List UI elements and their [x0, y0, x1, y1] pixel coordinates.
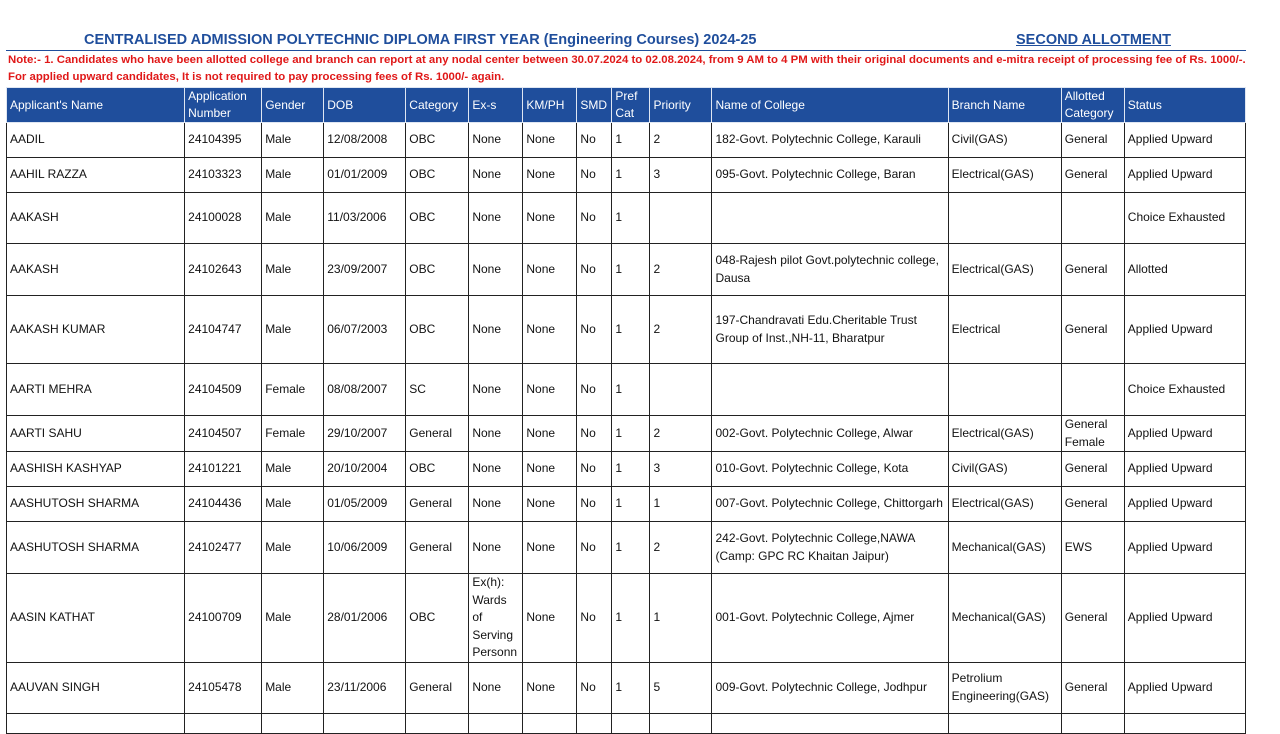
cell-status: Allotted — [1124, 244, 1245, 296]
table-row — [7, 522, 1246, 574]
cell-km-ph: None — [523, 193, 577, 244]
cell-status: Applied Upward — [1124, 296, 1245, 364]
cell-application-number: 24104436 — [185, 487, 262, 522]
cell-priority: 5 — [650, 662, 712, 713]
cell-branch: Petrolium Engineering(GAS) — [948, 662, 1061, 713]
cell-status: Applied Upward — [1124, 487, 1245, 522]
cell-allotted-category — [1061, 713, 1124, 733]
cell-allotted-category: General — [1061, 487, 1124, 522]
cell-gender: Male — [262, 123, 324, 158]
table-row — [7, 158, 1246, 193]
cell-smd: No — [577, 416, 612, 452]
cell-smd: No — [577, 123, 612, 158]
cell-pref-cat — [612, 713, 650, 733]
allotment-label: SECOND ALLOTMENT — [1016, 32, 1171, 48]
cell-branch: Electrical(GAS) — [948, 487, 1061, 522]
notice-text: Note:- 1. Candidates who have been allotted college and branch can report at any nodal center between 30.07.2024 to 02.08.2024, from 9 AM to 4 PM with their original documents and e-mitra receipt of processing fee of Rs. 1000/-. For applied upward candidates, It is not required to pay processing fees of Rs. 1000/- again. — [8, 54, 1246, 83]
cell-name: AAKASH — [7, 244, 185, 296]
cell-dob: 28/01/2006 — [324, 574, 406, 663]
col-header-application-number: Application Number — [185, 88, 262, 123]
cell-gender: Male — [262, 487, 324, 522]
cell-dob: 29/10/2007 — [324, 416, 406, 452]
cell-km-ph: None — [523, 244, 577, 296]
cell-college: 001-Govt. Polytechnic College, Ajmer — [712, 574, 948, 663]
cell-name: AAKASH — [7, 193, 185, 244]
cell-allotted-category: General Female — [1061, 416, 1124, 452]
cell-smd: No — [577, 574, 612, 663]
col-header-gender: Gender — [262, 88, 324, 123]
cell-priority: 2 — [650, 244, 712, 296]
col-header-ex-s: Ex-s — [469, 88, 523, 123]
cell-category: General — [406, 487, 469, 522]
cell-gender — [262, 713, 324, 733]
cell-dob: 10/06/2009 — [324, 522, 406, 574]
table-row — [7, 296, 1246, 364]
cell-category — [406, 713, 469, 733]
cell-application-number: 24104509 — [185, 364, 262, 416]
cell-gender: Female — [262, 416, 324, 452]
cell-allotted-category: General — [1061, 574, 1124, 663]
cell-college — [712, 713, 948, 733]
cell-priority: 1 — [650, 487, 712, 522]
cell-category: OBC — [406, 123, 469, 158]
cell-category: SC — [406, 364, 469, 416]
cell-application-number: 24100709 — [185, 574, 262, 663]
table-row — [7, 123, 1246, 158]
cell-priority: 1 — [650, 574, 712, 663]
cell-ex-s: None — [469, 296, 523, 364]
col-header-priority: Priority — [650, 88, 712, 123]
cell-gender: Male — [262, 193, 324, 244]
cell-ex-s: None — [469, 452, 523, 487]
cell-pref-cat: 1 — [612, 364, 650, 416]
col-header-branch: Branch Name — [948, 88, 1061, 123]
cell-application-number: 24102477 — [185, 522, 262, 574]
cell-ex-s: None — [469, 522, 523, 574]
cell-km-ph: None — [523, 416, 577, 452]
cell-branch: Electrical — [948, 296, 1061, 364]
cell-pref-cat: 1 — [612, 296, 650, 364]
cell-status: Applied Upward — [1124, 662, 1245, 713]
cell-name: AARTI MEHRA — [7, 364, 185, 416]
cell-category: OBC — [406, 574, 469, 663]
cell-application-number: 24105478 — [185, 662, 262, 713]
cell-pref-cat: 1 — [612, 244, 650, 296]
cell-category: OBC — [406, 158, 469, 193]
table-row — [7, 416, 1246, 452]
cell-priority: 2 — [650, 416, 712, 452]
cell-priority — [650, 193, 712, 244]
cell-ex-s: None — [469, 487, 523, 522]
cell-status: Applied Upward — [1124, 452, 1245, 487]
cell-college: 182-Govt. Polytechnic College, Karauli — [712, 123, 948, 158]
cell-category: OBC — [406, 296, 469, 364]
cell-dob: 20/10/2004 — [324, 452, 406, 487]
col-header-status: Status — [1124, 88, 1245, 123]
cell-smd: No — [577, 158, 612, 193]
cell-application-number: 24103323 — [185, 158, 262, 193]
cell-ex-s: None — [469, 244, 523, 296]
cell-gender: Male — [262, 296, 324, 364]
cell-dob: 12/08/2008 — [324, 123, 406, 158]
col-header-allotted-category: Allotted Category — [1061, 88, 1124, 123]
cell-gender: Male — [262, 158, 324, 193]
cell-name: AAUVAN SINGH — [7, 662, 185, 713]
cell-branch: Electrical(GAS) — [948, 244, 1061, 296]
cell-application-number: 24100028 — [185, 193, 262, 244]
cell-category: General — [406, 522, 469, 574]
cell-priority: 2 — [650, 296, 712, 364]
cell-branch — [948, 713, 1061, 733]
cell-ex-s — [469, 713, 523, 733]
cell-college: 010-Govt. Polytechnic College, Kota — [712, 452, 948, 487]
cell-college: 002-Govt. Polytechnic College, Alwar — [712, 416, 948, 452]
cell-priority — [650, 713, 712, 733]
cell-status: Applied Upward — [1124, 574, 1245, 663]
cell-college: 242-Govt. Polytechnic College,NAWA (Camp: GPC RC Khaitan Jaipur) — [712, 522, 948, 574]
cell-pref-cat: 1 — [612, 416, 650, 452]
cell-smd: No — [577, 193, 612, 244]
cell-dob: 23/11/2006 — [324, 662, 406, 713]
table-row — [7, 574, 1246, 663]
cell-priority: 3 — [650, 452, 712, 487]
cell-km-ph: None — [523, 452, 577, 487]
cell-allotted-category — [1061, 193, 1124, 244]
cell-category: OBC — [406, 452, 469, 487]
cell-km-ph: None — [523, 158, 577, 193]
cell-pref-cat: 1 — [612, 662, 650, 713]
cell-smd: No — [577, 364, 612, 416]
cell-ex-s: None — [469, 158, 523, 193]
cell-smd — [577, 713, 612, 733]
cell-branch: Mechanical(GAS) — [948, 522, 1061, 574]
cell-name: AASHISH KASHYAP — [7, 452, 185, 487]
cell-status: Applied Upward — [1124, 123, 1245, 158]
cell-branch: Mechanical(GAS) — [948, 574, 1061, 663]
cell-km-ph: None — [523, 662, 577, 713]
cell-pref-cat: 1 — [612, 522, 650, 574]
cell-status: Applied Upward — [1124, 522, 1245, 574]
cell-name: AAHIL RAZZA — [7, 158, 185, 193]
col-header-smd: SMD — [577, 88, 612, 123]
cell-application-number — [185, 713, 262, 733]
cell-application-number: 24104747 — [185, 296, 262, 364]
cell-name: AARTI SAHU — [7, 416, 185, 452]
cell-dob — [324, 713, 406, 733]
cell-priority — [650, 364, 712, 416]
cell-pref-cat: 1 — [612, 574, 650, 663]
cell-smd: No — [577, 452, 612, 487]
cell-branch: Civil(GAS) — [948, 452, 1061, 487]
cell-smd: No — [577, 662, 612, 713]
document-title: CENTRALISED ADMISSION POLYTECHNIC DIPLOMA FIRST YEAR (Engineering Courses) 2024-25 — [84, 32, 757, 48]
cell-ex-s: None — [469, 123, 523, 158]
cell-allotted-category: General — [1061, 662, 1124, 713]
table-row — [7, 193, 1246, 244]
cell-branch: Civil(GAS) — [948, 123, 1061, 158]
cell-name — [7, 713, 185, 733]
cell-branch: Electrical(GAS) — [948, 158, 1061, 193]
col-header-college: Name of College — [712, 88, 948, 123]
table-row — [7, 244, 1246, 296]
table-row — [7, 364, 1246, 416]
cell-branch: Electrical(GAS) — [948, 416, 1061, 452]
cell-status: Choice Exhausted — [1124, 193, 1245, 244]
cell-smd: No — [577, 522, 612, 574]
cell-college: 007-Govt. Polytechnic College, Chittorgarh — [712, 487, 948, 522]
allotment-table — [6, 87, 1246, 734]
cell-branch — [948, 193, 1061, 244]
cell-km-ph: None — [523, 522, 577, 574]
cell-smd: No — [577, 244, 612, 296]
cell-branch — [948, 364, 1061, 416]
cell-application-number: 24104395 — [185, 123, 262, 158]
cell-application-number: 24104507 — [185, 416, 262, 452]
cell-gender: Male — [262, 522, 324, 574]
cell-college: 095-Govt. Polytechnic College, Baran — [712, 158, 948, 193]
cell-name: AASIN KATHAT — [7, 574, 185, 663]
cell-category: OBC — [406, 244, 469, 296]
cell-smd: No — [577, 487, 612, 522]
cell-pref-cat: 1 — [612, 123, 650, 158]
cell-category: OBC — [406, 193, 469, 244]
cell-pref-cat: 1 — [612, 452, 650, 487]
cell-allotted-category: General — [1061, 296, 1124, 364]
cell-dob: 06/07/2003 — [324, 296, 406, 364]
cell-name: AAKASH KUMAR — [7, 296, 185, 364]
cell-college — [712, 193, 948, 244]
cell-college: 009-Govt. Polytechnic College, Jodhpur — [712, 662, 948, 713]
cell-application-number: 24101221 — [185, 452, 262, 487]
cell-status: Choice Exhausted — [1124, 364, 1245, 416]
cell-allotted-category: EWS — [1061, 522, 1124, 574]
cell-pref-cat: 1 — [612, 487, 650, 522]
cell-gender: Male — [262, 244, 324, 296]
table-header-row — [7, 88, 1246, 123]
cell-km-ph: None — [523, 487, 577, 522]
cell-smd: No — [577, 296, 612, 364]
cell-status: Applied Upward — [1124, 158, 1245, 193]
cell-ex-s: None — [469, 193, 523, 244]
cell-ex-s: None — [469, 416, 523, 452]
cell-priority: 2 — [650, 522, 712, 574]
cell-km-ph: None — [523, 364, 577, 416]
cell-pref-cat: 1 — [612, 158, 650, 193]
cell-dob: 01/01/2009 — [324, 158, 406, 193]
cell-college: 048-Rajesh pilot Govt.polytechnic college, Dausa — [712, 244, 948, 296]
cell-allotted-category — [1061, 364, 1124, 416]
cell-name: AADIL — [7, 123, 185, 158]
cell-allotted-category: General — [1061, 123, 1124, 158]
col-header-category: Category — [406, 88, 469, 123]
cell-ex-s: None — [469, 364, 523, 416]
cell-priority: 3 — [650, 158, 712, 193]
col-header-dob: DOB — [324, 88, 406, 123]
table-row — [7, 452, 1246, 487]
cell-km-ph: None — [523, 574, 577, 663]
cell-category: General — [406, 662, 469, 713]
cell-status — [1124, 713, 1245, 733]
cell-dob: 08/08/2007 — [324, 364, 406, 416]
cell-status: Applied Upward — [1124, 416, 1245, 452]
title-divider — [6, 50, 1246, 51]
cell-allotted-category: General — [1061, 452, 1124, 487]
table-row — [7, 487, 1246, 522]
cell-dob: 23/09/2007 — [324, 244, 406, 296]
cell-gender: Female — [262, 364, 324, 416]
cell-km-ph: None — [523, 123, 577, 158]
cell-dob: 01/05/2009 — [324, 487, 406, 522]
cell-gender: Male — [262, 452, 324, 487]
cell-name: AASHUTOSH SHARMA — [7, 487, 185, 522]
cell-km-ph — [523, 713, 577, 733]
cell-gender: Male — [262, 662, 324, 713]
cell-allotted-category: General — [1061, 244, 1124, 296]
cell-application-number: 24102643 — [185, 244, 262, 296]
cell-name: AASHUTOSH SHARMA — [7, 522, 185, 574]
col-header-pref-cat: Pref Cat — [612, 88, 650, 123]
cell-allotted-category: General — [1061, 158, 1124, 193]
cell-category: General — [406, 416, 469, 452]
cell-dob: 11/03/2006 — [324, 193, 406, 244]
cell-gender: Male — [262, 574, 324, 663]
cell-college: 197-Chandravati Edu.Cheritable Trust Group of Inst.,NH-11, Bharatpur — [712, 296, 948, 364]
cell-college — [712, 364, 948, 416]
col-header-name: Applicant's Name — [7, 88, 185, 123]
table-row — [7, 713, 1246, 733]
cell-km-ph: None — [523, 296, 577, 364]
cell-ex-s: None — [469, 662, 523, 713]
table-row — [7, 662, 1246, 713]
cell-priority: 2 — [650, 123, 712, 158]
col-header-km-ph: KM/PH — [523, 88, 577, 123]
cell-ex-s: Ex(h): Wards of Serving Personn — [469, 574, 523, 663]
cell-pref-cat: 1 — [612, 193, 650, 244]
